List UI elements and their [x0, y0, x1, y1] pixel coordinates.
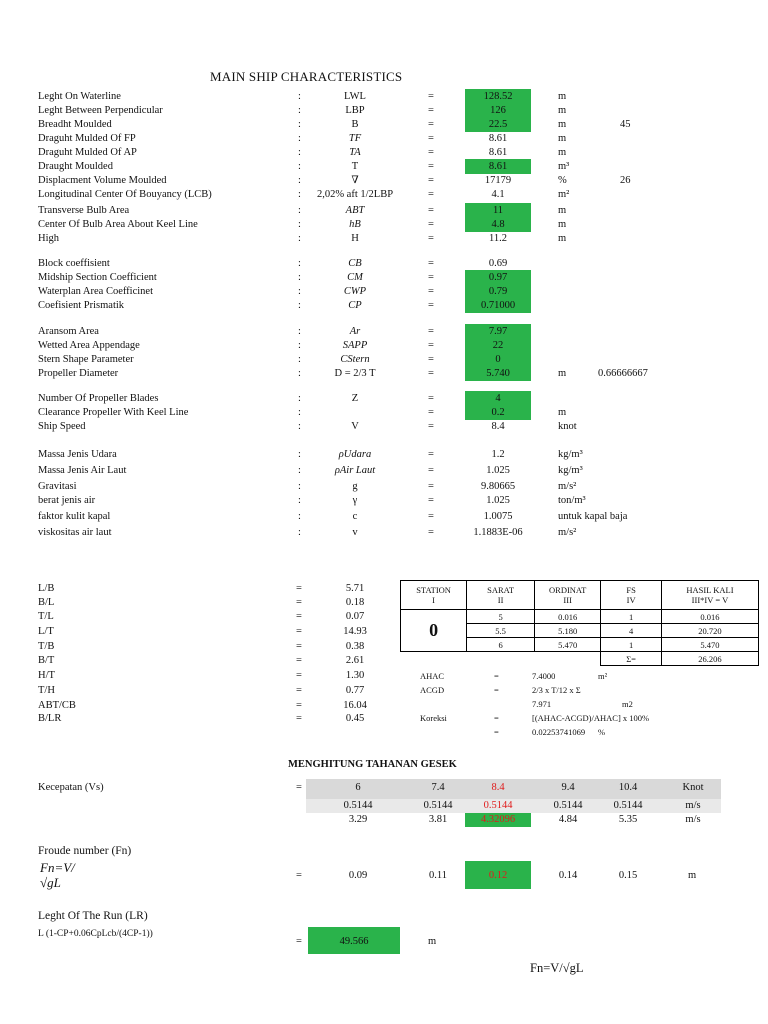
section-title: MENGHITUNG TAHANAN GESEK: [288, 759, 457, 770]
param-extra: 0.66666667: [598, 368, 648, 379]
ratio-label: T/H: [38, 685, 55, 696]
run-label: Leght Of The Run (LR): [38, 910, 148, 922]
param-equals: =: [428, 368, 434, 379]
table-cell: 5.180: [535, 624, 601, 638]
station-table: [400, 580, 759, 666]
ratio-equals: =: [296, 700, 302, 711]
param-value: 4.8: [491, 219, 505, 230]
speed-value: 8.4: [491, 782, 505, 793]
table-cell: 5.470: [535, 638, 601, 652]
param-separator: :: [298, 272, 301, 283]
param-value: 0: [495, 354, 501, 365]
speed-value: 7.4: [431, 782, 445, 793]
param-equals: =: [428, 495, 434, 506]
param-equals: =: [428, 527, 434, 538]
speed-equals: =: [296, 782, 302, 793]
param-symbol: CStern: [340, 354, 370, 365]
param-equals: =: [428, 233, 434, 244]
param-unit: m/s²: [558, 481, 577, 492]
param-label: berat jenis air: [38, 495, 96, 506]
param-value: 1.2: [491, 449, 505, 460]
param-value: 4.1: [491, 189, 505, 200]
param-separator: :: [298, 205, 301, 216]
table-cell: 5.470: [661, 638, 758, 652]
param-symbol: v: [352, 527, 358, 538]
param-separator: :: [298, 286, 301, 297]
table-row: [401, 610, 759, 624]
param-value: 11: [492, 205, 504, 216]
param-value: 0.2: [491, 407, 505, 418]
param-equals: =: [428, 340, 434, 351]
ratio-value: 0.45: [345, 713, 365, 724]
area-value: 7.971: [532, 699, 552, 709]
param-unit: m: [558, 133, 567, 144]
param-symbol: Z: [351, 393, 359, 404]
param-label: Waterplan Area Coefficinet: [38, 286, 153, 297]
froude-value: 0.12: [488, 870, 508, 881]
ratio-equals: =: [296, 655, 302, 666]
ratio-value: 2.61: [345, 655, 365, 666]
param-label: Wetted Area Appendage: [38, 340, 140, 351]
param-value: 8.61: [488, 147, 508, 158]
area-label: ACGD: [420, 685, 445, 695]
param-separator: :: [298, 119, 301, 130]
ratio-label: T/L: [38, 611, 54, 622]
froude-equals: =: [296, 870, 302, 881]
header-line: IV: [626, 595, 636, 605]
factor-value: 0.5144: [483, 800, 513, 811]
footer-formula: Fn=V/√gL: [530, 961, 584, 975]
param-symbol: D = 2/3 T: [334, 368, 376, 379]
param-unit: knot: [558, 421, 577, 432]
area-unit: m²: [598, 671, 608, 681]
factor-value: 0.5144: [613, 800, 643, 811]
run-value: 49.566: [339, 936, 369, 947]
param-equals: =: [428, 119, 434, 130]
param-value: 1.1883E-06: [473, 527, 523, 538]
ratio-value: 0.07: [345, 611, 365, 622]
param-equals: =: [428, 286, 434, 297]
param-label: Longitudinal Center Of Bouyancy (LCB): [38, 189, 212, 200]
ratio-equals: =: [296, 597, 302, 608]
table-cell: 6: [467, 638, 535, 652]
speed-value: 6: [355, 782, 361, 793]
param-unit: m: [558, 219, 567, 230]
table-header-cell: [535, 581, 601, 610]
header-line: ORDINAT: [549, 585, 587, 595]
factor-unit: m/s: [685, 800, 701, 811]
param-equals: =: [428, 272, 434, 283]
param-label: Clearance Propeller With Keel Line: [38, 407, 189, 418]
froude-value: 0.14: [558, 870, 578, 881]
param-symbol: CP: [348, 300, 362, 311]
area-unit: %: [598, 727, 606, 737]
area-value: [(AHAC-ACGD)/AHAC] x 100%: [532, 713, 650, 723]
param-separator: :: [298, 393, 301, 404]
froude-value: 0.11: [429, 870, 447, 881]
ms-unit: m/s: [685, 814, 701, 825]
param-value: 4: [495, 393, 501, 404]
param-unit: %: [558, 175, 567, 186]
param-value: 7.97: [488, 326, 508, 337]
ratio-label: T/B: [38, 641, 55, 652]
table-header-row: [401, 581, 759, 610]
param-unit: m/s²: [558, 527, 577, 538]
froude-formula-top: Fn=V/: [40, 860, 75, 875]
param-symbol: TA: [349, 147, 361, 158]
param-equals: =: [428, 465, 434, 476]
param-value: 1.025: [486, 465, 510, 476]
param-equals: =: [428, 105, 434, 116]
param-value: 8.61: [488, 133, 508, 144]
param-symbol: CWP: [343, 286, 367, 297]
param-separator: :: [298, 407, 301, 418]
param-label: Leght On Waterline: [38, 91, 121, 102]
ratio-value: 1.30: [345, 670, 365, 681]
param-unit: m: [558, 407, 567, 418]
param-symbol: hB: [349, 219, 361, 230]
ms-value: 5.35: [618, 814, 638, 825]
run-unit: m: [428, 936, 437, 947]
param-label: Draguht Mulded Of AP: [38, 147, 137, 158]
speed-unit: Knot: [682, 782, 704, 793]
param-separator: :: [298, 147, 301, 158]
param-value: 0.79: [488, 286, 508, 297]
table-cell: 1: [601, 638, 662, 652]
param-symbol: LBP: [345, 105, 365, 116]
param-value: 9.80665: [480, 481, 516, 492]
factor-value: 0.5144: [343, 800, 373, 811]
table-cell: 20.720: [661, 624, 758, 638]
param-separator: :: [298, 258, 301, 269]
param-label: Draught Moulded: [38, 161, 113, 172]
ratio-value: 5.71: [345, 583, 365, 594]
area-equals: =: [494, 671, 499, 681]
param-unit: m: [558, 147, 567, 158]
param-symbol: T: [351, 161, 359, 172]
ratio-equals: =: [296, 713, 302, 724]
ratio-equals: =: [296, 670, 302, 681]
param-extra: 45: [620, 119, 631, 130]
param-equals: =: [428, 481, 434, 492]
param-value: 5.740: [486, 368, 510, 379]
param-equals: =: [428, 407, 434, 418]
param-equals: =: [428, 219, 434, 230]
param-equals: =: [428, 133, 434, 144]
speed-value: 10.4: [618, 782, 638, 793]
froude-label: Froude number (Fn): [38, 845, 132, 857]
param-separator: :: [298, 421, 301, 432]
param-label: Massa Jenis Udara: [38, 449, 117, 460]
area-value: 7.4000: [532, 671, 556, 681]
param-symbol: V: [351, 421, 359, 432]
param-symbol: ρAir Laut: [334, 465, 376, 476]
area-label: Koreksi: [420, 713, 447, 723]
param-label: Draguht Mulded Of FP: [38, 133, 136, 144]
table-header-cell: [401, 581, 467, 610]
froude-value: 0.15: [618, 870, 638, 881]
param-label: Breadht Moulded: [38, 119, 112, 130]
param-symbol: ∇: [351, 175, 359, 186]
header-line: I: [432, 595, 435, 605]
header-line: II: [497, 595, 504, 605]
param-unit: ton/m³: [558, 495, 586, 506]
ratio-label: L/T: [38, 626, 54, 637]
param-separator: :: [298, 326, 301, 337]
param-symbol: SAPP: [342, 340, 368, 351]
speed-value: 9.4: [561, 782, 575, 793]
ratio-equals: =: [296, 611, 302, 622]
param-separator: :: [298, 449, 301, 460]
table-cell: 0.016: [535, 610, 601, 624]
table-header-cell: [601, 581, 662, 610]
param-separator: :: [298, 189, 301, 200]
param-symbol: ρUdara: [338, 449, 372, 460]
table-sum-row: [401, 652, 759, 666]
table-cell: 4: [601, 624, 662, 638]
sum-value: 26.206: [661, 652, 758, 666]
ratio-equals: =: [296, 641, 302, 652]
param-unit: m: [558, 205, 567, 216]
param-unit: m: [558, 105, 567, 116]
ratio-label: B/L: [38, 597, 55, 608]
header-line: HASIL KALI: [686, 585, 734, 595]
param-unit: m²: [558, 189, 570, 200]
param-unit: untuk kapal baja: [558, 511, 628, 522]
param-equals: =: [428, 147, 434, 158]
param-value: 128.52: [483, 91, 513, 102]
param-equals: =: [428, 258, 434, 269]
param-label: Stern Shape Parameter: [38, 354, 134, 365]
param-value: 8.61: [488, 161, 508, 172]
ratio-label: H/T: [38, 670, 55, 681]
param-separator: :: [298, 354, 301, 365]
param-label: Displacment Volume Moulded: [38, 175, 167, 186]
param-equals: =: [428, 354, 434, 365]
param-label: High: [38, 233, 59, 244]
area-label: AHAC: [420, 671, 445, 681]
ratio-label: L/B: [38, 583, 55, 594]
table-header-cell: [661, 581, 758, 610]
ms-value: 3.29: [348, 814, 368, 825]
param-symbol: H: [351, 233, 359, 244]
param-label: Gravitasi: [38, 481, 77, 492]
ratio-value: 14.93: [343, 626, 367, 637]
param-value: 22.5: [488, 119, 508, 130]
ratio-label: B/LR: [38, 713, 62, 724]
param-label: Leght Between Perpendicular: [38, 105, 163, 116]
header-line: STATION: [416, 585, 451, 595]
param-separator: :: [298, 368, 301, 379]
param-label: Number Of Propeller Blades: [38, 393, 159, 404]
area-equals: =: [494, 727, 499, 737]
param-symbol: CM: [347, 272, 363, 283]
param-unit: kg/m³: [558, 465, 583, 476]
area-equals: =: [494, 685, 499, 695]
param-value: 1.025: [486, 495, 510, 506]
page-title: MAIN SHIP CHARACTERISTICS: [210, 69, 403, 84]
param-unit: m³: [558, 161, 570, 172]
param-separator: :: [298, 465, 301, 476]
header-line: III*IV = V: [691, 595, 729, 605]
ms-value: 4.84: [558, 814, 578, 825]
param-label: Midship Section Coefficient: [38, 272, 157, 283]
header-line: FS: [626, 585, 636, 595]
param-value: 22: [492, 340, 504, 351]
param-equals: =: [428, 326, 434, 337]
param-extra: 26: [620, 175, 631, 186]
param-separator: :: [298, 161, 301, 172]
froude-formula-bottom: √gL: [40, 875, 61, 890]
param-label: Aransom Area: [38, 326, 99, 337]
param-equals: =: [428, 161, 434, 172]
param-separator: :: [298, 219, 301, 230]
param-separator: :: [298, 175, 301, 186]
param-label: viskositas air laut: [38, 527, 112, 538]
param-equals: =: [428, 511, 434, 522]
froude-unit: m: [688, 870, 697, 881]
run-formula: L (1-CP+0.06CpLcb/(4CP-1)): [38, 929, 153, 939]
param-separator: :: [298, 511, 301, 522]
param-label: Ship Speed: [38, 421, 86, 432]
table-cell: 5.5: [467, 624, 535, 638]
param-symbol: ABT: [345, 205, 365, 216]
param-label: faktor kulit kapal: [38, 511, 111, 522]
param-equals: =: [428, 449, 434, 460]
factor-value: 0.5144: [553, 800, 583, 811]
param-symbol: LWL: [344, 91, 366, 102]
param-unit: m: [558, 233, 567, 244]
param-separator: :: [298, 527, 301, 538]
param-equals: =: [428, 189, 434, 200]
param-equals: =: [428, 393, 434, 404]
table-cell: 1: [601, 610, 662, 624]
ratio-value: 0.77: [345, 685, 365, 696]
param-unit: kg/m³: [558, 449, 583, 460]
param-symbol: g: [352, 481, 358, 492]
table-header-cell: [467, 581, 535, 610]
area-value: 0.02253741069: [532, 727, 586, 737]
param-unit: m: [558, 119, 567, 130]
ratio-label: B/T: [38, 655, 55, 666]
param-value: 0.69: [488, 258, 508, 269]
area-equals: =: [494, 713, 499, 723]
factor-value: 0.5144: [423, 800, 453, 811]
param-separator: :: [298, 481, 301, 492]
run-equals: =: [296, 936, 302, 947]
param-equals: =: [428, 205, 434, 216]
param-value: 1.0075: [483, 511, 513, 522]
param-unit: m: [558, 368, 567, 379]
param-separator: :: [298, 233, 301, 244]
ratio-equals: =: [296, 626, 302, 637]
header-line: SARAT: [487, 585, 515, 595]
param-symbol: γ: [352, 495, 358, 506]
param-symbol: 2,02% aft 1/2LBP: [316, 189, 394, 200]
param-separator: :: [298, 300, 301, 311]
ms-value: 4.32096: [480, 814, 516, 825]
param-label: Propeller Diameter: [38, 368, 119, 379]
param-value: 11.2: [489, 233, 507, 244]
ratio-equals: =: [296, 685, 302, 696]
param-equals: =: [428, 175, 434, 186]
ratio-label: ABT/CB: [38, 700, 76, 711]
param-value: 0.97: [488, 272, 508, 283]
param-value: 8.4: [491, 421, 505, 432]
param-value: 126: [490, 105, 506, 116]
param-value: 17179: [484, 175, 512, 186]
ratio-value: 0.18: [345, 597, 365, 608]
param-separator: :: [298, 340, 301, 351]
param-separator: :: [298, 133, 301, 144]
param-label: Coefisient Prismatik: [38, 300, 125, 311]
param-symbol: TF: [348, 133, 362, 144]
param-symbol: c: [352, 511, 358, 522]
param-symbol: Ar: [349, 326, 361, 337]
sum-label: Σ=: [601, 652, 662, 666]
area-unit: m2: [622, 699, 633, 709]
param-equals: =: [428, 421, 434, 432]
param-separator: :: [298, 105, 301, 116]
param-symbol: CB: [348, 258, 362, 269]
table-cell: 5: [467, 610, 535, 624]
param-label: Transverse Bulb Area: [38, 205, 130, 216]
param-separator: :: [298, 91, 301, 102]
param-label: Massa Jenis Air Laut: [38, 465, 127, 476]
empty-cell: [401, 652, 601, 666]
station-cell: 0: [401, 610, 467, 652]
ratio-value: 16.04: [343, 700, 367, 711]
param-value: 0.71000: [480, 300, 516, 311]
param-symbol: B: [351, 119, 359, 130]
ratio-value: 0.38: [345, 641, 365, 652]
froude-value: 0.09: [348, 870, 368, 881]
speed-label: Kecepatan (Vs): [38, 782, 104, 793]
table-cell: 0.016: [661, 610, 758, 624]
param-equals: =: [428, 300, 434, 311]
ms-value: 3.81: [428, 814, 448, 825]
header-line: III: [563, 595, 572, 605]
ratio-equals: =: [296, 583, 302, 594]
param-separator: :: [298, 495, 301, 506]
param-equals: =: [428, 91, 434, 102]
param-unit: m: [558, 91, 567, 102]
param-label: Block coeffisient: [38, 258, 110, 269]
param-label: Center Of Bulb Area About Keel Line: [38, 219, 198, 230]
area-value: 2/3 x T/12 x Σ: [532, 685, 581, 695]
